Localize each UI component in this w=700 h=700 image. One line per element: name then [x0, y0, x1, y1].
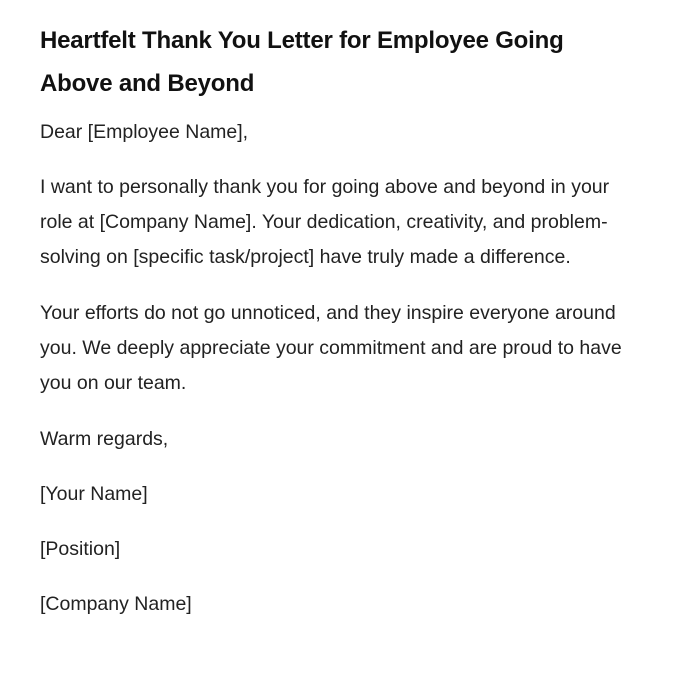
signature-position: [Position]	[40, 538, 121, 560]
signature-name: [Your Name]	[40, 483, 148, 505]
letter-document	[40, 19, 640, 642]
letter-paragraph-2: Your efforts do not go unnoticed, and they inspire everyone around you. We deeply appreciate your commitment and are proud to have you on our team.	[40, 302, 622, 394]
letter-closing: Warm regards,	[40, 428, 169, 450]
signature-company: [Company Name]	[40, 593, 192, 615]
letter-salutation: Dear [Employee Name],	[40, 121, 249, 143]
letter-title: Heartfelt Thank You Letter for Employee Going Above and Beyond	[40, 27, 564, 97]
letter-paragraph-1: I want to personally thank you for going above and beyond in your role at [Company Name]. Your dedication, creativity, and problem-solving on [specific task/project] have truly made a difference.	[40, 176, 610, 268]
